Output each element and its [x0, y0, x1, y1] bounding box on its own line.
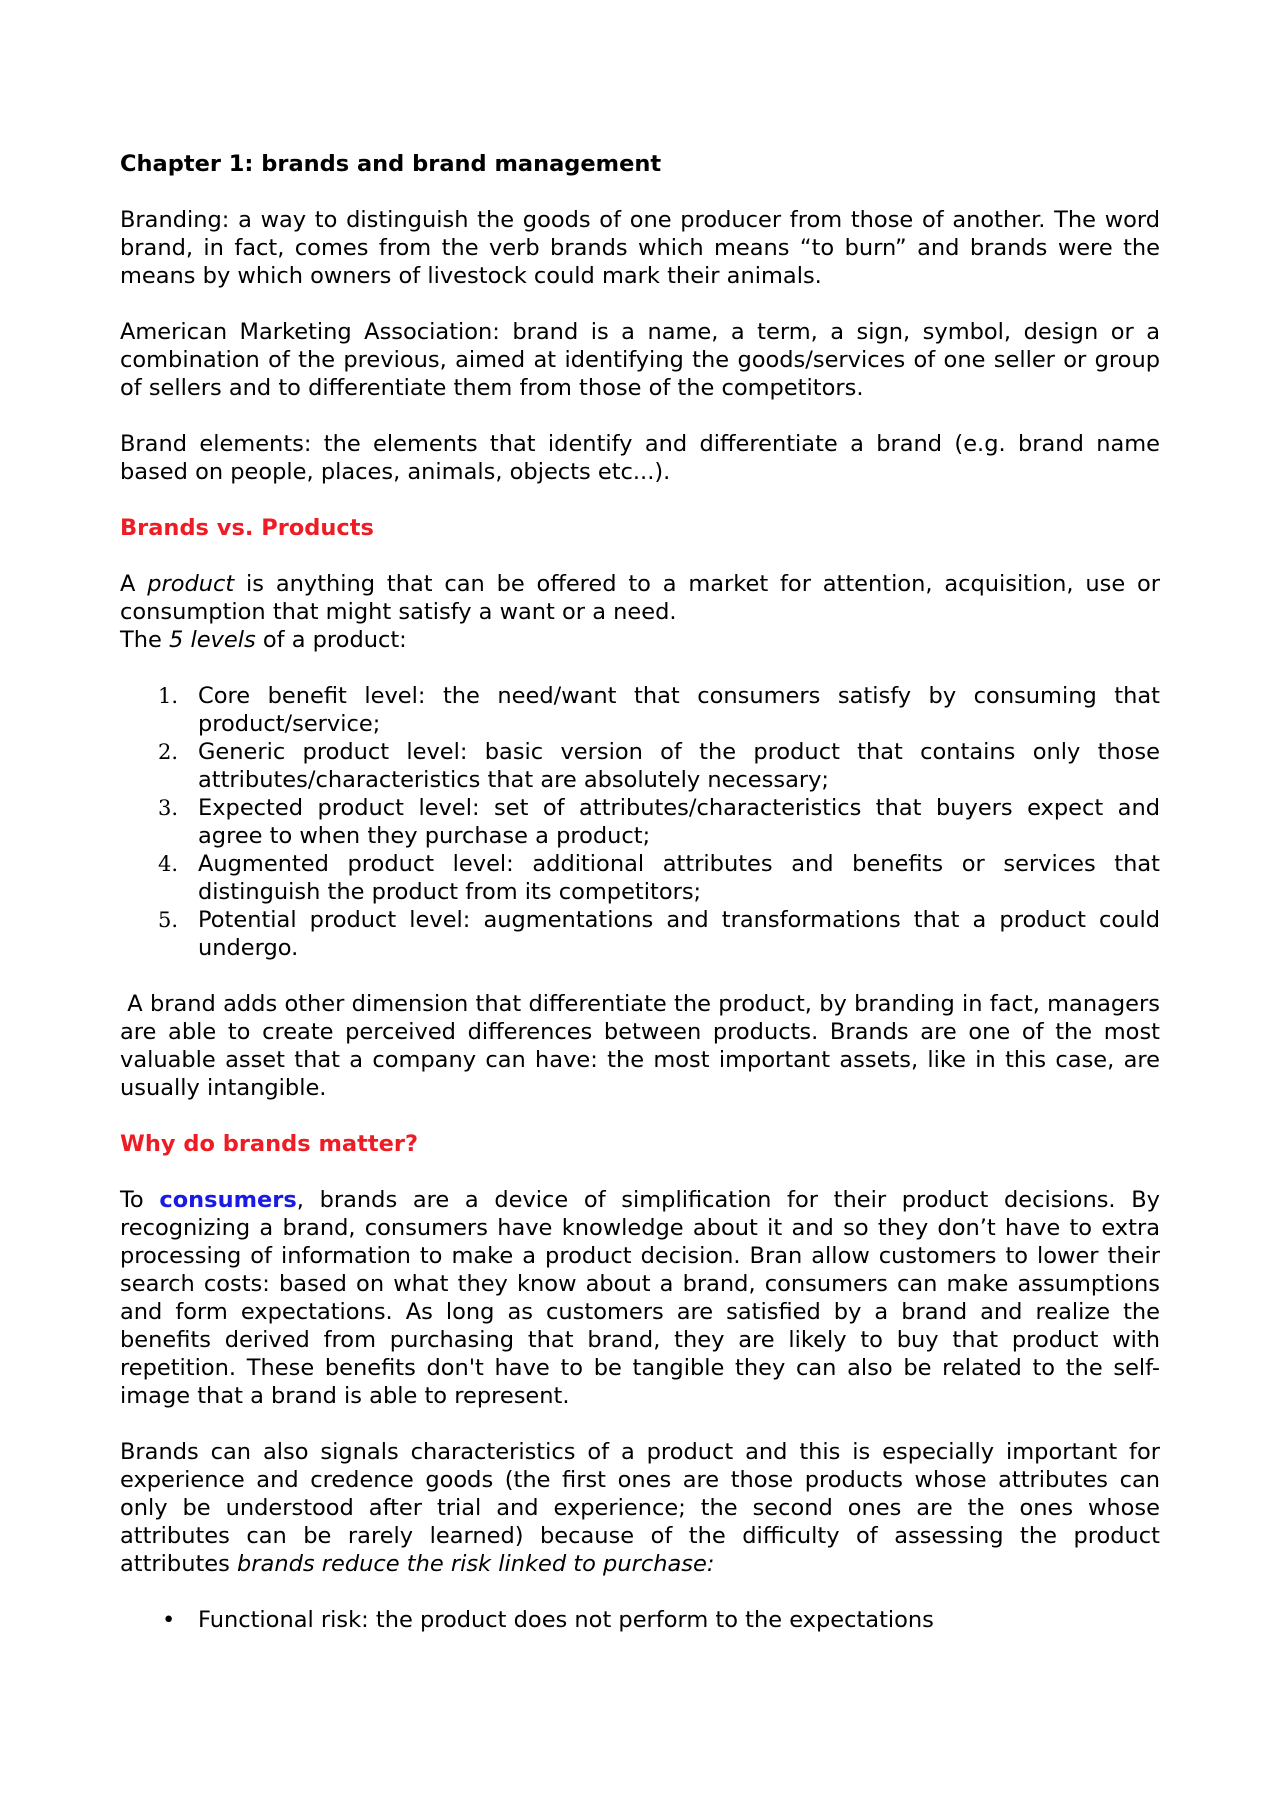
paragraph-ama-definition: American Marketing Association: brand is a name, a term, a sign, symbol, design or a combination of the previous, aimed at identifying the goods/services of one seller or group of sellers and to differentiate them from those of the competitors. — [120, 319, 1160, 401]
heading-why-brands-matter: Why do brands matter? — [120, 1131, 419, 1157]
paragraph-branding: Branding: a way to distinguish the goods of one producer from those of another. The word brand, in fact, comes from the verb brands which means “to burn” and brands were the means by which owners of livestock could mark their animals. — [120, 207, 1160, 289]
levels-intro-prefix: The — [120, 627, 169, 653]
document-body — [120, 150, 1168, 1634]
chapter-title: Chapter 1: brands and brand management — [120, 151, 662, 177]
product-def-rest: is anything that can be offered to a market for attention, acquisition, use or consumption that might satisfy a want or a need. — [120, 571, 1160, 625]
product-levels-list — [120, 682, 1160, 962]
list-item-text: Core benefit level: the need/want that consumers satisfy by consuming that product/service; — [198, 683, 1160, 737]
list-item — [120, 794, 1160, 850]
consumers-rest: , brands are a device of simplification for their product decisions. By recognizing a brand, consumers have knowledge about it and so they don’t have to extra processing of information to make a product decision. Bran allow customers to lower their search costs: based on what they know about a brand, consumers can make assumptions and form expectations. As long as customers are satisfied by a brand and realize the benefits derived from purchasing that brand, they are likely to buy that product with repetition. These benefits don't have to be tangible they can also be related to the self-image that a brand is able to represent. — [120, 1187, 1160, 1409]
paragraph-product-definition — [120, 570, 1160, 626]
levels-term: 5 levels — [169, 627, 256, 653]
list-item-text: Functional risk: the product does not perform to the expectations — [198, 1607, 934, 1633]
list-item — [120, 738, 1160, 794]
heading-brands-vs-products: Brands vs. Products — [120, 515, 374, 541]
list-number: 5. — [158, 908, 179, 932]
paragraph-signals — [120, 1438, 1160, 1578]
levels-intro-rest: of a product: — [255, 627, 407, 653]
list-number: 2. — [158, 740, 179, 764]
list-number: 1. — [158, 684, 179, 708]
signals-italic: brands reduce the risk linked to purchase: — [237, 1551, 715, 1577]
list-number: 4. — [158, 852, 179, 876]
list-item — [120, 682, 1160, 738]
paragraph-consumers — [120, 1186, 1160, 1410]
bullet-icon: • — [162, 1607, 176, 1633]
signals-text: Brands can also signals characteristics of a product and this is especially important for experience and credence goods (the first ones are those products whose attributes can only be understood after trial and experience; the second ones are the ones whose attributes can be rarely learned) because of the difficulty of assessing the product attributes — [120, 1439, 1160, 1577]
paragraph-brand-adds-dimension: A brand adds other dimension that differentiate the product, by branding in fact, managers are able to create perceived differences between products. Brands are one of the most valuable asset that a company can have: the most important assets, like in this case, are usually intangible. — [120, 991, 1168, 1101]
list-item-text: Expected product level: set of attributes/characteristics that buyers expect and agree to when they purchase a product; — [198, 795, 1160, 849]
list-item-text: Potential product level: augmentations and transformations that a product could undergo. — [198, 907, 1160, 961]
list-item — [120, 850, 1160, 906]
paragraph-brand-elements: Brand elements: the elements that identify and differentiate a brand (e.g. brand name based on people, places, animals, objects etc...). — [120, 431, 1160, 485]
product-def-prefix: A — [120, 571, 148, 597]
risk-list — [120, 1606, 1160, 1634]
list-item-text: Augmented product level: additional attributes and benefits or services that distinguish the product from its competitors; — [198, 851, 1160, 905]
list-number: 3. — [158, 796, 179, 820]
product-term: product — [147, 571, 235, 597]
list-item — [120, 906, 1160, 962]
consumers-term: consumers — [159, 1187, 297, 1213]
list-item-text: Generic product level: basic version of the product that contains only those attributes/characteristics that are absolutely necessary; — [198, 739, 1160, 793]
consumers-prefix: To — [120, 1187, 160, 1213]
paragraph-levels-intro — [120, 626, 1160, 654]
list-item — [120, 1606, 1160, 1634]
